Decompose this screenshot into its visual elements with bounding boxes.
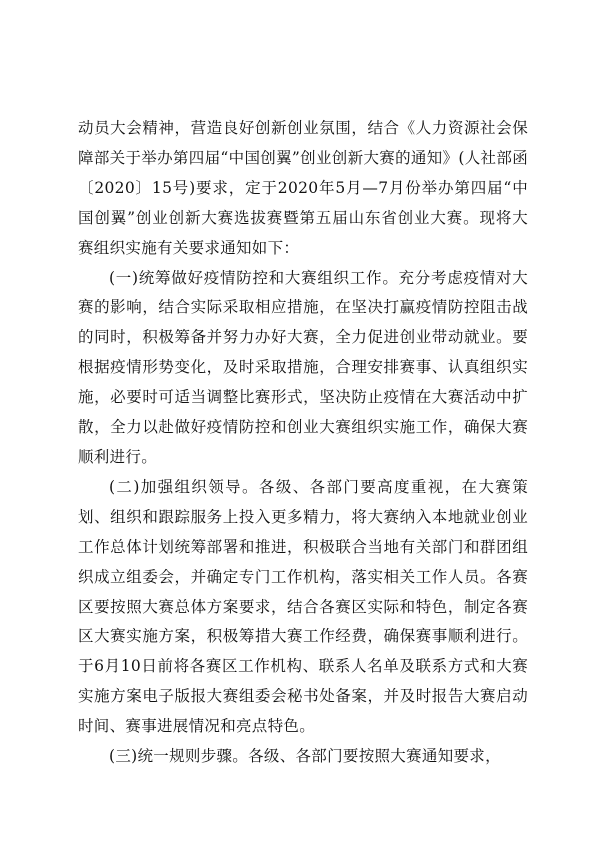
paragraph-intro: 动员大会精神，营造良好创新创业氛围，结合《人力资源社会保障部关于举办第四届“中国创翼”创业创新大赛的通知》(人社部函〔2020〕15号)要求，定于2020年5月—7月份举办第四届“中国创翼”创业创新大赛选拔赛暨第五届山东省创业大赛。现将大赛组织实施有关要求通知如下： — [78, 119, 528, 257]
paragraph-organization-leadership: (二)加强组织领导。各级、各部门要高度重视，在大赛策划、组织和跟踪服务上投入更多精力，将大赛纳入本地就业创业工作总体计划统筹部署和推进，积极联合当地有关部门和群团组织成立组委会，并确定专门工作机构，落实相关工作人员。各赛区要按照大赛总体方案要求，结合各赛区实际和特色，制定各赛区大赛实施方案，积极筹措大赛工作经费，确保赛事顺利进行。于6月10日前将各赛区工作机构、联系人名单及联系方式和大赛实施方案电子版报大赛组委会秘书处备案，并及时报告大赛启动时间、赛事进展情况和亮点特色。 — [78, 477, 528, 736]
paragraph-unified-rules: (三)统一规则步骤。各级、各部门要按照大赛通知要求， — [109, 747, 501, 766]
paragraph-epidemic-prevention: (一)统筹做好疫情防控和大赛组织工作。充分考虑疫情对大赛的影响，结合实际采取相应措施，在坚决打赢疫情防控阻击战的同时，积极筹备并努力办好大赛，全力促进创业带动就业。要根据疫情形势变化，及时采取措施，合理安排赛事、认真组织实施，必要时可适当调整比赛形式，坚决防止疫情在大赛活动中扩散，全力以赴做好疫情防控和创业大赛组织实施工作，确保大赛顺利进行。 — [78, 268, 528, 466]
document-body — [78, 114, 528, 772]
